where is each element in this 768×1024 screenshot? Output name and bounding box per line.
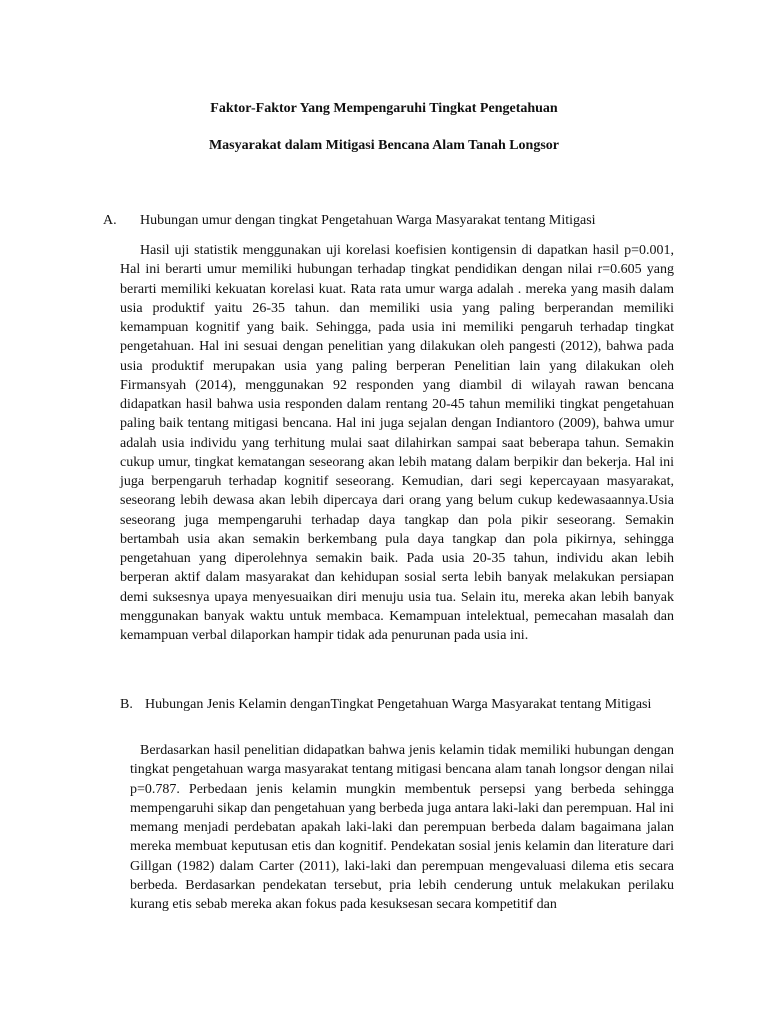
document-title-line-2: Masyarakat dalam Mitigasi Bencana Alam Tanah Longsor <box>208 138 560 153</box>
section-a-heading-text: Hubungan umur dengan tingkat Pengetahuan Warga Masyarakat tentang Mitigasi <box>140 213 596 228</box>
section-b-paragraph: Berdasarkan hasil penelitian didapatkan bahwa jenis kelamin tidak memiliki hubungan dengan tingkat pengetahuan warga masyarakat tentang mitigasi bencana alam tanah longsor dengan nilai p=0.787. Perbedaan jenis kelamin mungkin membentuk persepsi yang berbeda sehingga mempengaruhi sikap dan pengetahuan yang berbeda juga antara laki-laki dan perempuan. Hal ini memang menjadi perdebatan apakah laki-laki dan perempuan berbeda dalam bagaimana jalan mereka membuat keputusan etis dan kognitif. Pendekatan sosial jenis kelamin dan literature dari Gillgan (1982) dalam Carter (2011), laki-laki dan perempuan mengevaluasi dilema etis secara berbeda. Berdasarkan pendekatan tersebut, pria lebih cenderung untuk melakukan perilaku kurang etis sebab mereka akan fokus pada kesuksesan secara kompetitif dan <box>130 743 674 912</box>
section-b-heading <box>120 695 674 715</box>
section-a-paragraph: Hasil uji statistik menggunakan uji korelasi koefisien kontigensin di dapatkan hasil p=0.001, Hal ini berarti umur memiliki hubungan terhadap tingkat pendidikan dengan nilai r=0.605 yang berarti memiliki kekuatan korelasi kuat. Rata rata umur warga adalah . mereka yang masih dalam usia produktif yaitu 26-35 tahun. dan memiliki usia yang paling berperandan memiliki kemampuan kognitif yang baik. Sehingga, pada usia ini memiliki pengaruh terhadap tingkat pengetahuan. Hal ini sesuai dengan penelitian yang dilakukan oleh pangesti (2012), bahwa pada usia produktif merupakan usia yang paling berperan Penelitian lain yang dilakukan oleh Firmansyah (2014), menggunakan 92 responden yang diambil di wilayah rawan bencana didapatkan hasil bahwa usia responden dalam rentang 20-45 tahun memiliki tingkat pengetahuan paling baik tentang mitigasi bencana. Hal ini juga sejalan dengan Indiantoro (2009), bahwa umur adalah usia individu yang terhitung mulai saat dilahirkan sampai saat beberapa tahun. Semakin cukup umur, tingkat kematangan seseorang akan lebih matang dalam berpikir dan bekerja. Hal ini juga berpengaruh terhadap kognitif seseorang. Kemudian, dari segi kepercayaan masyarakat, seseorang lebih dewasa akan lebih dipercaya dari orang yang belum cukup kedewasaannya.Usia seseorang juga mempengaruhi terhadap daya tangkap dan pola pikir seseorang. Semakin bertambah usia akan semakin berkembang pula daya tangkap dan pola pikirnya, sehingga pengetahuan yang diperolehnya semakin baik. Pada usia 20-35 tahun, individu akan lebih berperan aktif dalam masyarakat dan kehidupan sosial serta lebih banyak melakukan persiapan demi suksesnya upaya menyesuaikan diri menuju usia tua. Selain itu, mereka akan lebih banyak menggunakan banyak waktu untuk membaca. Kemampuan intelektual, pemecahan masalah dan kemampuan verbal dilaporkan hampir tidak ada penurunan pada usia ini. <box>120 243 674 643</box>
section-a-marker: A. <box>103 213 117 228</box>
section-b-marker: B. <box>120 697 133 712</box>
document-title-line-1: Faktor-Faktor Yang Mempengaruhi Tingkat Pengetahuan <box>210 101 558 116</box>
section-b-heading-text: Hubungan Jenis Kelamin denganTingkat Pengetahuan Warga Masyarakat tentang Mitigasi <box>145 697 652 712</box>
